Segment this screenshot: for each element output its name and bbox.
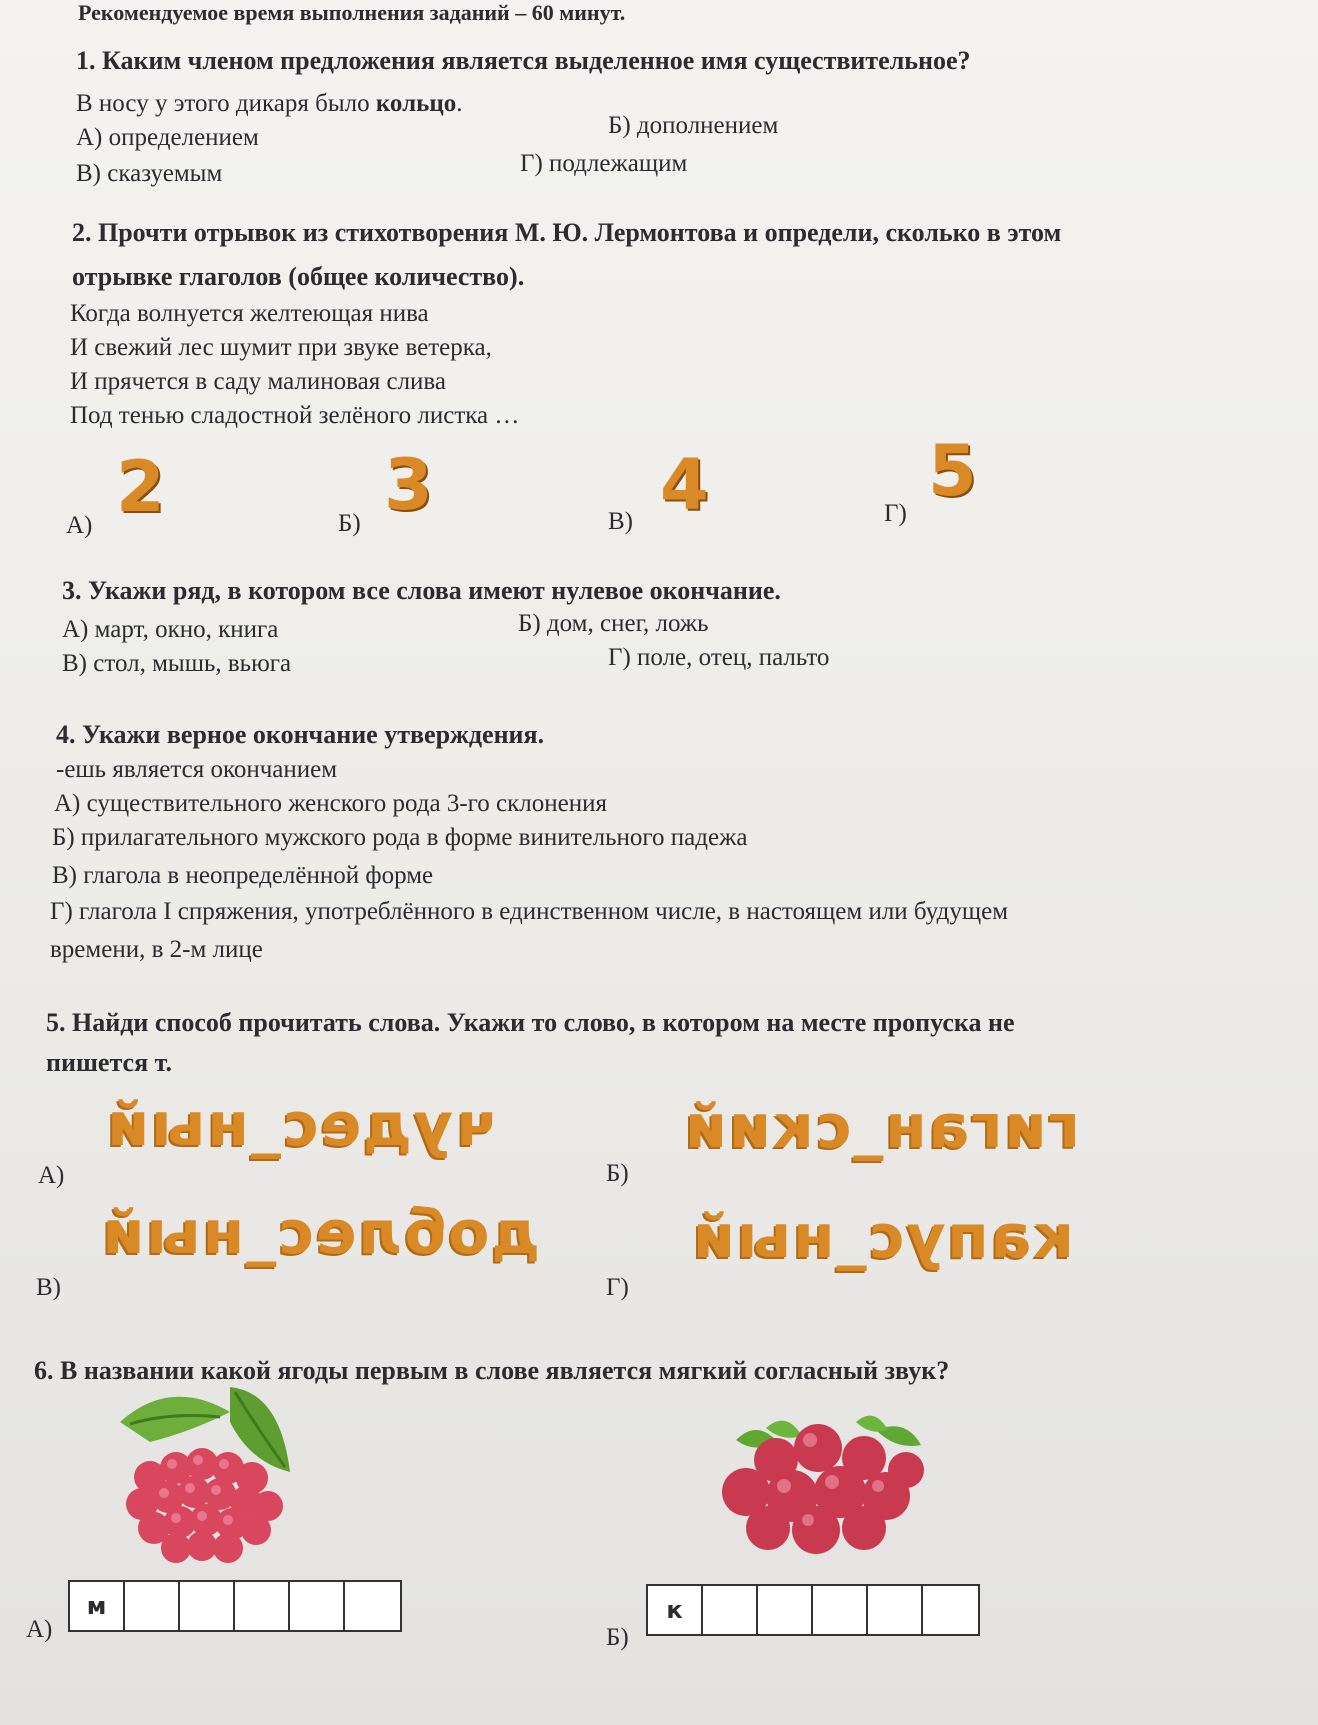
letter-box[interactable] xyxy=(125,1582,180,1630)
letter-box[interactable] xyxy=(868,1586,923,1634)
letter-box[interactable] xyxy=(345,1582,400,1630)
q5-option-v-word[interactable]: доблес_ный xyxy=(100,1198,540,1268)
q4-option-a[interactable]: А) существительного женского рода 3-го склонения xyxy=(54,790,608,817)
q2-poem-line-2: И свежий лес шумит при звуке ветерка, xyxy=(70,334,492,361)
letter-box[interactable] xyxy=(180,1582,235,1630)
q3-option-a[interactable]: А) март, окно, книга xyxy=(62,616,279,643)
q2-poem-line-3: И прячется в саду малиновая слива xyxy=(70,368,446,395)
q2-poem-line-4: Под тенью сладостной зелёного листка … xyxy=(70,402,520,429)
q5-option-b-word[interactable]: гиган_ский xyxy=(682,1092,1080,1162)
q1-option-b[interactable]: Б) дополнением xyxy=(608,112,779,139)
q3-option-g[interactable]: Г) поле, отец, пальто xyxy=(608,644,830,671)
recommended-time: Рекомендуемое время выполнения заданий – 60 минут. xyxy=(78,0,626,25)
q2-option-v-number[interactable]: 4 xyxy=(660,444,709,526)
cranberry-image xyxy=(706,1400,946,1560)
letter-box[interactable] xyxy=(758,1586,813,1634)
q5-option-g-word[interactable]: капус_ный xyxy=(690,1202,1074,1272)
q1-option-g[interactable]: Г) подлежащим xyxy=(520,150,688,177)
q1-question: 1. Каким членом предложения является выделенное имя существительное? xyxy=(76,46,971,75)
q4-option-g[interactable]: Г) глагола I спряжения, употреблённого в единственном числе, в настоящем или будущем xyxy=(50,898,1009,925)
q5-option-a-word[interactable]: чудес_ный xyxy=(105,1090,496,1160)
q6-option-b-letter[interactable]: Б) xyxy=(606,1624,629,1651)
q1-sentence: В носу у этого дикаря было кольцо. xyxy=(76,90,463,117)
q4-option-b[interactable]: Б) прилагательного мужского рода в форме винительного падежа xyxy=(52,824,748,851)
q5-option-v-letter[interactable]: В) xyxy=(36,1274,61,1301)
q2-poem-line-1: Когда волнуется желтеющая нива xyxy=(70,300,429,327)
letter-box[interactable] xyxy=(290,1582,345,1630)
q2-option-g-letter[interactable]: Г) xyxy=(884,500,907,527)
q2-option-b-number[interactable]: 3 xyxy=(384,444,433,526)
q1-option-a[interactable]: А) определением xyxy=(76,124,259,151)
letter-box[interactable] xyxy=(813,1586,868,1634)
q4-option-g-continued: времени, в 2-м лице xyxy=(50,936,263,963)
q6-question: 6. В названии какой ягоды первым в слове является мягкий согласный звук? xyxy=(34,1356,950,1385)
q5-option-b-letter[interactable]: Б) xyxy=(606,1160,629,1187)
q5-option-a-letter[interactable]: А) xyxy=(38,1162,65,1189)
q2-option-a-letter[interactable]: А) xyxy=(66,512,93,539)
q1-option-v[interactable]: В) сказуемым xyxy=(76,160,223,187)
letter-box: к xyxy=(648,1586,703,1634)
letter-box[interactable] xyxy=(235,1582,290,1630)
q5-question-line2: пишется т. xyxy=(46,1048,172,1077)
q3-option-v[interactable]: В) стол, мышь, вьюга xyxy=(62,650,292,677)
letter-box[interactable] xyxy=(703,1586,758,1634)
q2-option-a-number[interactable]: 2 xyxy=(116,446,165,528)
letter-box: м xyxy=(70,1582,125,1630)
q6-option-a-letter[interactable]: А) xyxy=(26,1616,53,1643)
q6-option-b-letter-boxes xyxy=(646,1584,980,1636)
letter-box[interactable] xyxy=(923,1586,978,1634)
q4-option-v[interactable]: В) глагола в неопределённой форме xyxy=(52,862,434,889)
q4-question: 4. Укажи верное окончание утверждения. xyxy=(56,720,545,749)
q4-statement: -ешь является окончанием xyxy=(56,756,338,783)
q2-question-line1: 2. Прочти отрывок из стихотворения М. Ю. Лермонтова и определи, сколько в этом xyxy=(72,218,1062,247)
q3-question: 3. Укажи ряд, в котором все слова имеют нулевое окончание. xyxy=(62,576,781,605)
q6-option-a-letter-boxes xyxy=(68,1580,402,1632)
q5-question-line1: 5. Найди способ прочитать слова. Укажи то слово, в котором на месте пропуска не xyxy=(46,1008,1015,1037)
q2-question-line2: отрывке глаголов (общее количество). xyxy=(72,262,525,291)
q2-option-v-letter[interactable]: В) xyxy=(608,508,633,535)
raspberry-image xyxy=(110,1382,310,1572)
q2-option-b-letter[interactable]: Б) xyxy=(338,510,361,537)
q5-option-g-letter[interactable]: Г) xyxy=(606,1274,629,1301)
q1-highlighted-noun: кольцо xyxy=(375,90,457,117)
q3-option-b[interactable]: Б) дом, снег, ложь xyxy=(518,610,709,637)
q2-option-g-number[interactable]: 5 xyxy=(928,430,977,512)
